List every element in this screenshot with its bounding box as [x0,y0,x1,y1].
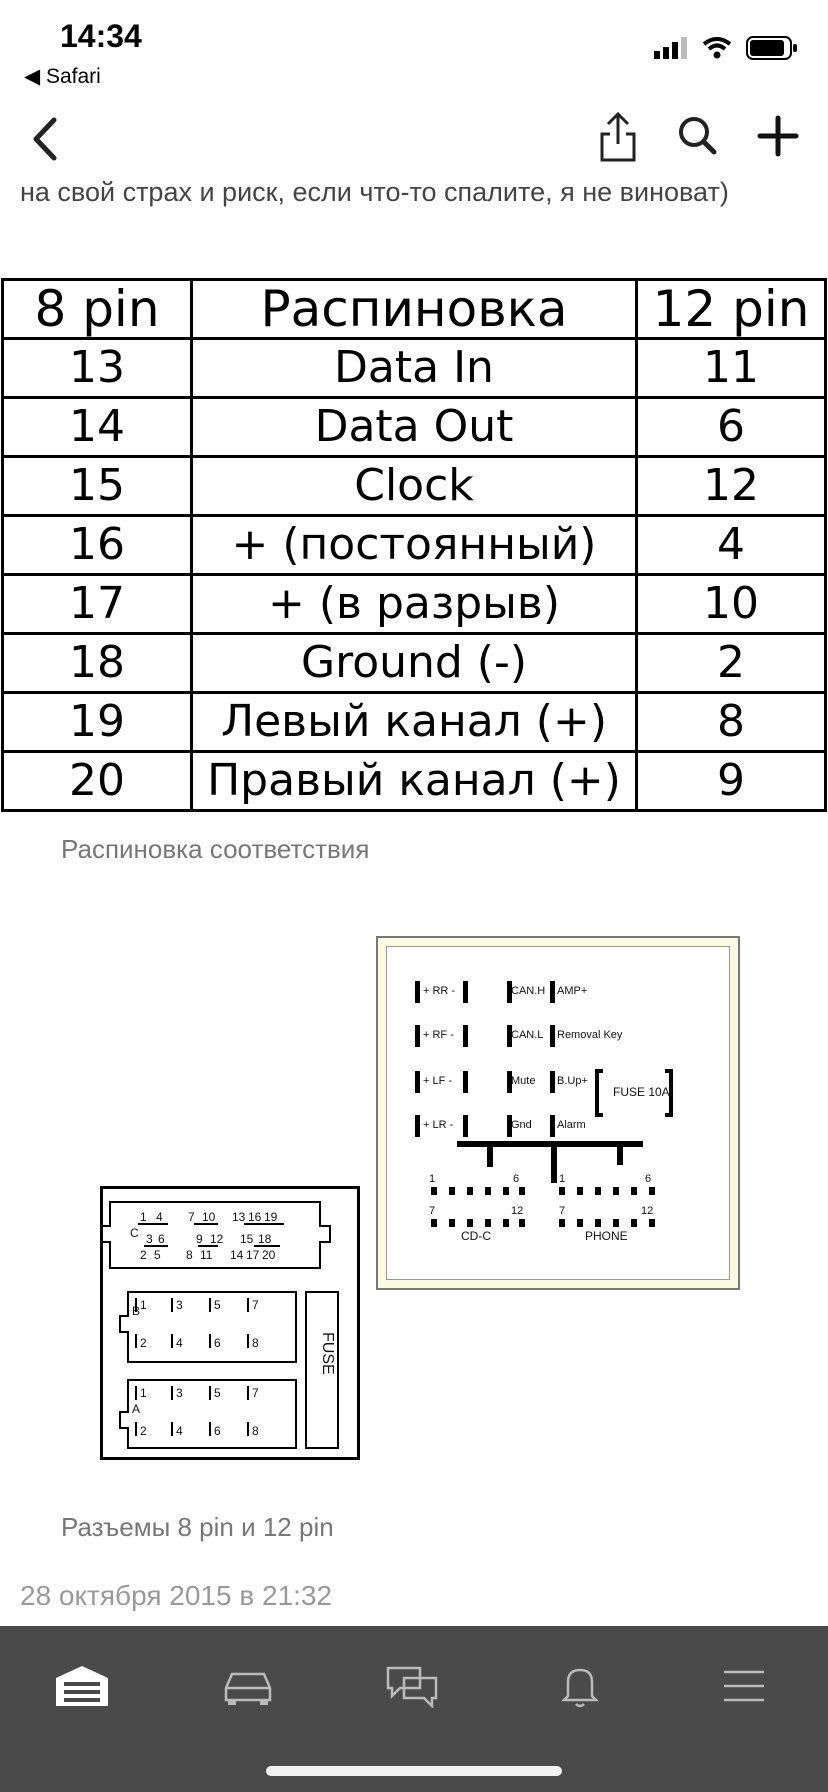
pin-number: 14 [230,1248,244,1262]
pin-number: 5 [214,1386,221,1400]
pin-number: 4 [176,1336,183,1350]
cell-8pin: 17 [3,575,192,634]
pin-label-lr: + LR - [423,1119,454,1131]
cell-12pin: 12 [637,457,826,516]
pin-number: 20 [262,1248,276,1262]
pin-number: 1 [140,1386,147,1400]
cdc-label: CD-C [461,1229,491,1243]
pin-number: 3 [146,1232,153,1246]
fuse-10a-label: FUSE 10A [613,1085,670,1099]
pin-number: 2 [140,1248,147,1262]
cell-12pin: 11 [637,339,826,398]
table-row [3,516,826,575]
tab-menu[interactable] [704,1656,784,1716]
pin-number: 4 [176,1424,183,1438]
pin-number: 8 [186,1248,193,1262]
status-bar [0,0,828,100]
cell-8pin: 19 [3,693,192,752]
header-pinout: Распиновка [192,280,637,339]
pin-number: 2 [140,1336,147,1350]
pin-number: 3 [176,1298,183,1312]
connectors-caption: Разъемы 8 pin и 12 pin [61,1512,334,1542]
cell-8pin: 16 [3,516,192,575]
back-app-label: Safari [45,65,101,88]
cell-12pin: 4 [637,516,826,575]
back-chevron-icon[interactable] [28,114,60,164]
pin-label-can-h: CAN.H [511,985,546,997]
pin-label-mute: Mute [511,1075,536,1087]
back-to-app-link[interactable]: ◀ Safari [24,65,101,88]
wifi-icon [702,37,732,59]
cell-12pin: 8 [637,693,826,752]
share-icon[interactable] [598,110,638,164]
tab-cars[interactable] [208,1656,288,1716]
cell-pinout: Data In [192,339,637,398]
intro-text: на свой страх и риск, если что-то спалите, я не виноват) [20,177,729,207]
pin-number: 13 [232,1210,246,1224]
pin-number: 17 [246,1248,260,1262]
cdc-pin-12: 12 [511,1205,524,1217]
pin-label-removal-key: Removal Key [557,1029,623,1041]
pin-label-gnd: Gnd [511,1119,532,1131]
pin-number: 9 [196,1232,203,1246]
pin-number: 1 [140,1210,147,1224]
radio-connector-diagram [376,936,740,1290]
pin-number: 12 [210,1232,224,1246]
nav-bar [0,100,828,180]
cell-8pin: 13 [3,339,192,398]
pin-number: 18 [258,1232,272,1246]
cell-pinout: Clock [192,457,637,516]
pin-number: 7 [188,1210,195,1224]
block-c-label: C [130,1226,139,1240]
connector-frame [386,946,730,1280]
pin-number: 7 [252,1298,259,1312]
table-row [3,634,826,693]
add-icon[interactable] [756,114,800,158]
pin-number: 5 [154,1248,161,1262]
cell-12pin: 6 [637,398,826,457]
phone-pin-6: 6 [645,1173,652,1185]
hamburger-menu-icon [722,1669,766,1703]
cell-8pin: 15 [3,457,192,516]
header-8pin: 8 pin [3,280,192,339]
table-caption: Распиновка соответствия [61,834,370,864]
pin-number: 15 [240,1232,254,1246]
block-a-label: A [132,1402,141,1416]
pin-number: 6 [158,1232,165,1246]
phone-pin-7: 7 [559,1205,566,1217]
pin-label-bup: B.Up+ [557,1075,588,1087]
table-header-row [3,280,826,339]
fuse-label: FUSE [319,1332,336,1375]
pin-number: 16 [248,1210,262,1224]
pin-number: 8 [252,1336,259,1350]
table-row [3,339,826,398]
cell-pinout: Правый канал (+) [192,752,637,811]
cell-12pin: 10 [637,575,826,634]
pin-number: 7 [252,1386,259,1400]
car-icon [220,1666,276,1706]
pin-number: 6 [214,1336,221,1350]
cell-12pin: 2 [637,634,826,693]
pin-label-rr: + RR - [423,985,456,997]
pin-number: 2 [140,1424,147,1438]
battery-icon [746,36,798,60]
pin-number: 3 [176,1386,183,1400]
pin-number: 6 [214,1424,221,1438]
pin-number: 1 [140,1298,147,1312]
pin-label-rf: + RF - [423,1029,454,1041]
table-row [3,693,826,752]
home-indicator [266,1766,562,1776]
pin-label-alarm: Alarm [557,1119,586,1131]
table-row [3,457,826,516]
cdc-pin-7: 7 [429,1205,436,1217]
tab-garage[interactable] [42,1656,122,1716]
cell-8pin: 18 [3,634,192,693]
table-row [3,575,826,634]
pin-number: 19 [264,1210,278,1224]
cell-8pin: 14 [3,398,192,457]
tab-messages[interactable] [372,1656,452,1716]
status-time: 14:34 [60,18,142,54]
cell-pinout: Левый канал (+) [192,693,637,752]
pin-label-can-l: CAN.L [511,1029,544,1041]
cell-pinout: + (в разрыв) [192,575,637,634]
quadlock-connector-diagram [100,1186,360,1460]
phone-pin-12: 12 [641,1205,654,1217]
search-icon[interactable] [676,114,720,158]
status-icons [654,36,798,60]
pin-number: 4 [156,1210,163,1224]
garage-icon [54,1664,110,1708]
cdc-pin-6: 6 [513,1173,520,1185]
cell-12pin: 9 [637,752,826,811]
cellular-signal-icon [654,37,688,59]
pin-number: 11 [200,1248,213,1262]
post-date: 28 октября 2015 в 21:32 [20,1580,333,1611]
cell-pinout: Ground (-) [192,634,637,693]
pin-label-amp: AMP+ [557,985,588,997]
cell-pinout: + (постоянный) [192,516,637,575]
pin-label-lf: + LF - [423,1075,453,1087]
pin-number: 5 [214,1298,221,1312]
cdc-pin-1: 1 [429,1173,436,1185]
phone-label: PHONE [585,1229,628,1243]
chat-bubbles-icon [384,1664,440,1708]
cell-8pin: 20 [3,752,192,811]
block-b-label: B [132,1304,141,1318]
table-row [3,752,826,811]
header-12pin: 12 pin [637,280,826,339]
tab-notifications[interactable] [540,1656,620,1716]
pinout-table [1,278,827,812]
pin-number: 8 [252,1424,259,1438]
cell-pinout: Data Out [192,398,637,457]
bell-icon [560,1664,600,1708]
phone-pin-1: 1 [559,1173,566,1185]
pin-number: 10 [202,1210,216,1224]
table-row [3,398,826,457]
